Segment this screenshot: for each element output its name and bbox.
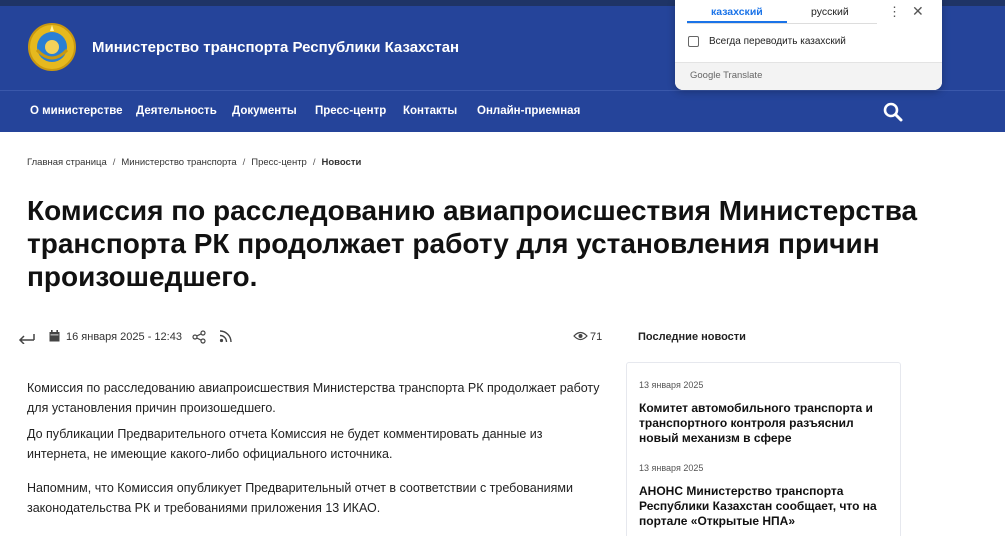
popup-footer [675,62,942,90]
always-translate-checkbox[interactable] [688,36,699,47]
back-arrow-icon[interactable] [18,330,36,346]
article-title: Комиссия по расследованию авиапроисшествия Министерства транспорта РК продолжает работу для установления причин произошедшего. [27,195,918,292]
article-body [27,378,607,524]
search-icon[interactable] [882,101,904,123]
article-paragraph: Напомним, что Комиссия опубликует Предварительный отчет в соответствии с требованиями законодательства РК и требованиями приложения 13 ИКАО. [27,481,573,515]
tab-russian[interactable]: русский [811,6,849,18]
emblem-icon[interactable] [27,22,77,72]
breadcrumb-separator: / [242,157,246,168]
main-navigation [0,90,1005,132]
news-title[interactable]: АНОНС Министерство транспорта Республики Казахстан сообщает, что на портале «Открытые НПА» [639,484,877,528]
nav-item-about[interactable]: О министерстве [30,105,123,117]
eye-icon [573,330,588,346]
breadcrumb-press-center[interactable]: Пресс-центр [251,157,307,168]
nav-item-online-reception[interactable]: Онлайн-приемная [477,105,581,117]
nav-item-activity[interactable]: Деятельность [136,105,217,117]
always-translate-label[interactable]: Всегда переводить казахский [709,36,846,47]
close-icon[interactable]: ✕ [912,3,924,19]
breadcrumb-current: Новости [321,157,362,168]
site-title[interactable]: Министерство транспорта Республики Казахстан [92,39,460,56]
views-count: 71 [590,331,603,343]
article-paragraph: До публикации Предварительного отчета Комиссия не будет комментировать данные из интернета, не имеющие какого-либо официального источника. [27,427,543,461]
calendar-icon [49,330,60,346]
news-date: 13 января 2025 [639,463,704,473]
breadcrumb [27,157,361,168]
google-translate-popup [675,0,942,90]
breadcrumb-home[interactable]: Главная страница [27,157,107,168]
news-title[interactable]: Комитет автомобильного транспорта и транспортного контроля разъяснил новый механизм в сфере [639,401,873,445]
tab-kazakh[interactable]: казахский [711,6,763,18]
article-paragraph: Комиссия по расследованию авиапроисшествия Министерства транспорта РК продолжает работу для установления причин произошедшего. [27,381,600,415]
more-options-icon[interactable]: ⋮ [888,4,901,19]
news-date: 13 января 2025 [639,380,704,390]
nav-item-press-center[interactable]: Пресс-центр [315,105,387,117]
latest-news-card [626,362,901,536]
nav-item-contacts[interactable]: Контакты [403,105,458,117]
tab-divider [687,23,877,24]
nav-item-documents[interactable]: Документы [232,105,297,117]
news-item[interactable] [639,380,894,446]
active-tab-indicator [687,21,787,23]
rss-icon[interactable] [219,330,232,346]
google-translate-label: Google Translate [690,70,763,81]
breadcrumb-separator: / [112,157,116,168]
breadcrumb-ministry[interactable]: Министерство транспорта [121,157,237,168]
breadcrumb-separator: / [312,157,316,168]
sidebar-title: Последние новости [638,331,746,343]
article-date: 16 января 2025 - 12:43 [66,331,182,343]
share-icon[interactable] [192,330,206,346]
news-item[interactable] [639,463,894,529]
